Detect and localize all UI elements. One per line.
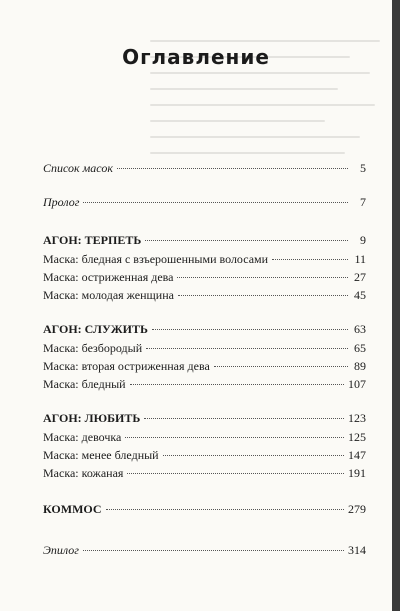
toc-entry-label: Маска: остриженная дева — [43, 270, 174, 284]
dot-leader — [152, 329, 348, 330]
dot-leader — [106, 509, 344, 510]
toc-entry-label: Маска: безбородый — [43, 341, 143, 355]
toc-entry-mask-pale-disheveled[interactable] — [43, 252, 366, 266]
toc-entry-label: АГОН: СЛУЖИТЬ — [43, 322, 148, 336]
toc-entry-mask-list[interactable] — [43, 161, 366, 175]
toc-entry-label: Маска: бледная с взъерошенными волосами — [43, 252, 269, 266]
toc-entry-label: Маска: бледный — [43, 377, 126, 391]
toc-entry-agon-love[interactable] — [43, 411, 366, 425]
toc-entry-kommos[interactable] — [43, 502, 366, 516]
toc-entry-label: Маска: менее бледный — [43, 448, 159, 462]
toc-entry-page: 123 — [348, 411, 366, 425]
toc-entry-label: Список масок — [43, 161, 113, 175]
dot-leader — [177, 277, 348, 278]
toc-entry-label: Маска: молодая женщина — [43, 288, 174, 302]
toc-entry-prologue[interactable] — [43, 195, 366, 209]
toc-entry-page: 7 — [360, 195, 366, 209]
toc-entry-page: 314 — [348, 543, 366, 557]
toc-entry-mask-leather[interactable] — [43, 466, 366, 480]
toc-entry-mask-less-pale[interactable] — [43, 448, 366, 462]
dot-leader — [125, 437, 344, 438]
dot-leader — [83, 202, 348, 203]
toc-entry-page: 45 — [354, 288, 366, 302]
toc-entry-mask-shorn-maiden[interactable] — [43, 270, 366, 284]
toc-entry-mask-girl[interactable] — [43, 430, 366, 444]
toc-entry-page: 89 — [354, 359, 366, 373]
toc-entry-page: 11 — [354, 252, 366, 266]
dot-leader — [145, 240, 348, 241]
toc-entry-page: 9 — [360, 233, 366, 247]
dot-leader — [163, 455, 344, 456]
toc-entry-label: Маска: кожаная — [43, 466, 124, 480]
toc-entry-page: 27 — [354, 270, 366, 284]
toc-entry-page: 147 — [348, 448, 366, 462]
dot-leader — [130, 384, 344, 385]
toc-entry-label: Пролог — [43, 195, 80, 209]
toc-title: Оглавление — [122, 45, 270, 69]
toc-entry-epilogue[interactable] — [43, 543, 366, 557]
toc-entry-agon-serve[interactable] — [43, 322, 366, 336]
toc-entry-label: Маска: вторая остриженная дева — [43, 359, 210, 373]
dot-leader — [272, 259, 348, 260]
dot-leader — [117, 168, 348, 169]
toc-entry-page: 65 — [354, 341, 366, 355]
toc-entry-label: АГОН: ТЕРПЕТЬ — [43, 233, 142, 247]
toc-entry-mask-pale[interactable] — [43, 377, 366, 391]
toc-entry-label: КОММОС — [43, 502, 102, 516]
toc-entry-mask-young-woman[interactable] — [43, 288, 366, 302]
dot-leader — [214, 366, 348, 367]
dot-leader — [144, 418, 344, 419]
dot-leader — [127, 473, 344, 474]
toc-entry-agon-endure[interactable] — [43, 233, 366, 247]
dot-leader — [178, 295, 348, 296]
dot-leader — [146, 348, 348, 349]
toc-entry-page: 191 — [348, 466, 366, 480]
toc-entry-mask-second-shorn-maiden[interactable] — [43, 359, 366, 373]
toc-entry-page: 279 — [348, 502, 366, 516]
toc-entry-mask-beardless[interactable] — [43, 341, 366, 355]
dot-leader — [83, 550, 344, 551]
toc-entry-label: Эпилог — [43, 543, 79, 557]
toc-entry-page: 5 — [360, 161, 366, 175]
toc-entry-page: 125 — [348, 430, 366, 444]
toc-entry-label: АГОН: ЛЮБИТЬ — [43, 411, 141, 425]
toc-entry-page: 63 — [354, 322, 366, 336]
toc-entry-label: Маска: девочка — [43, 430, 122, 444]
toc-entry-page: 107 — [348, 377, 366, 391]
